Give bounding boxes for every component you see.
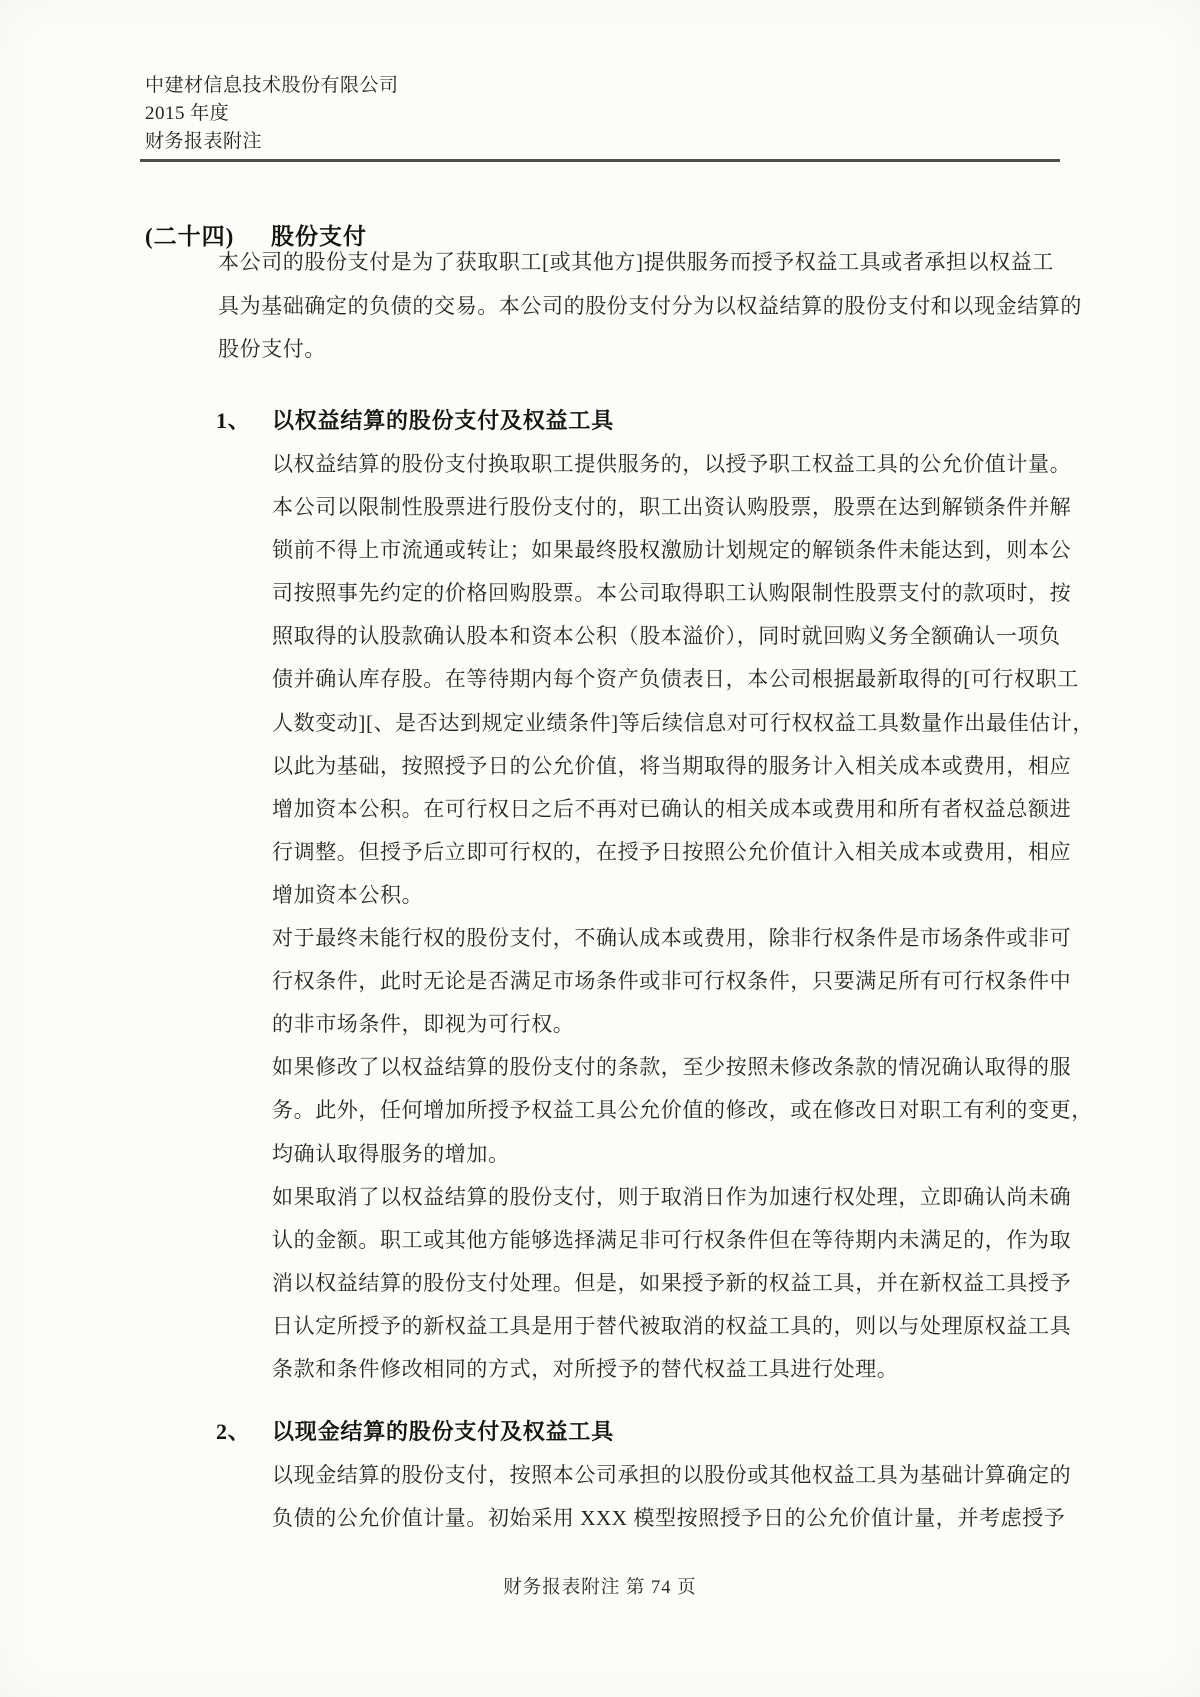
- paragraph-line: 消以权益结算的股份支付处理。但是，如果授予新的权益工具，并在新权益工具授予: [272, 1270, 1072, 1295]
- paragraph-line: 对于最终未能行权的股份支付，不确认成本或费用，除非行权条件是市场条件或非可: [272, 926, 1072, 951]
- company-name: 中建材信息技术股份有限公司: [145, 75, 399, 96]
- paragraph-line: 的非市场条件，即视为可行权。: [272, 1012, 575, 1037]
- paragraph-line: 债并确认库存股。在等待期内每个资产负债表日，本公司根据最新取得的[可行权职工: [272, 667, 1079, 692]
- paragraph-line: 具为基础确定的负债的交易。本公司的股份支付分为以权益结算的股份支付和以现金结算的: [218, 293, 1082, 318]
- paragraph-line: 负债的公允价值计量。初始采用 XXX 模型按照授予日的公允价值计量，并考虑授予: [272, 1506, 1066, 1531]
- paragraph-line: 以此为基础，按照授予日的公允价值，将当期取得的服务计入相关成本或费用，相应: [272, 753, 1072, 778]
- paragraph-line: 司按照事先约定的价格回购股票。本公司取得职工认购限制性股票支付的款项时，按: [272, 581, 1072, 606]
- document-header: [145, 72, 399, 156]
- subsection-1-heading: [216, 404, 614, 435]
- section-title: 股份支付: [271, 224, 367, 249]
- paragraph-line: 行权条件，此时无论是否满足市场条件或非可行权条件，只要满足所有可行权条件中: [272, 969, 1072, 994]
- paragraph-line: 以权益结算的股份支付换取职工提供服务的，以授予职工权益工具的公允价值计量。: [272, 452, 1072, 476]
- paragraph-line: 条款和条件修改相同的方式，对所授予的替代权益工具进行处理。: [272, 1356, 899, 1381]
- subsection-1-body: [272, 443, 1094, 1391]
- fiscal-year: 2015 年度: [145, 103, 230, 124]
- subsection-2-title: 以现金结算的股份支付及权益工具: [272, 1419, 615, 1444]
- paragraph-line: 增加资本公积。在可行权日之后不再对已确认的相关成本或费用和所有者权益总额进: [272, 796, 1072, 821]
- subsection-2-number: 2、: [216, 1419, 251, 1444]
- paragraph-line: 日认定所授予的新权益工具是用于替代被取消的权益工具的，则以与处理原权益工具: [272, 1313, 1072, 1338]
- paragraph-line: 照取得的认股款确认股本和资本公积（股本溢价），同时就回购义务全额确认一项负: [272, 624, 1061, 649]
- intro-paragraph: [218, 241, 1082, 372]
- paragraph-line: 以现金结算的股份支付，按照本公司承担的以股份或其他权益工具为基础计算确定的: [272, 1463, 1072, 1487]
- paragraph-line: 务。此外，任何增加所授予权益工具公允价值的修改，或在修改日对职工有利的变更，: [272, 1098, 1093, 1123]
- paragraph-line: 均确认取得服务的增加。: [272, 1141, 510, 1166]
- paragraph-line: 认的金额。职工或其他方能够选择满足非可行权条件但在等待期内未满足的，作为取: [272, 1227, 1072, 1252]
- document-title: 财务报表附注: [145, 131, 263, 152]
- subsection-2-heading: [216, 1415, 614, 1446]
- subsection-1-number: 1、: [216, 408, 251, 433]
- paragraph-line: 人数变动][、是否达到规定业绩条件]等后续信息对可行权权益工具数量作出最佳估计，: [272, 710, 1094, 735]
- subsection-2-body: [272, 1454, 1071, 1540]
- paragraph-line: 本公司以限制性股票进行股份支付的，职工出资认购股票，股票在达到解锁条件并解: [272, 495, 1072, 520]
- paragraph-line: 增加资本公积。: [272, 882, 424, 907]
- paragraph-line: 如果修改了以权益结算的股份支付的条款，至少按照未修改条款的情况确认取得的服: [272, 1055, 1072, 1080]
- paragraph-line: 行调整。但授予后立即可行权的，在授予日按照公允价值计入相关成本或费用，相应: [272, 839, 1072, 864]
- header-divider: [140, 159, 1060, 162]
- paragraph-line: 锁前不得上市流通或转让；如果最终股权激励计划规定的解锁条件未能达到，则本公: [272, 538, 1072, 563]
- paragraph-line: 股份支付。: [218, 337, 326, 361]
- paragraph-line: 如果取消了以权益结算的股份支付，则于取消日作为加速行权处理，立即确认尚未确: [272, 1184, 1072, 1209]
- paragraph-line: 本公司的股份支付是为了获取职工[或其他方]提供服务而授予权益工具或者承担以权益工: [218, 250, 1054, 274]
- section-number: (二十四): [145, 224, 235, 249]
- page-footer: 财务报表附注 第 74 页: [503, 1578, 697, 1598]
- subsection-1-title: 以权益结算的股份支付及权益工具: [272, 408, 615, 433]
